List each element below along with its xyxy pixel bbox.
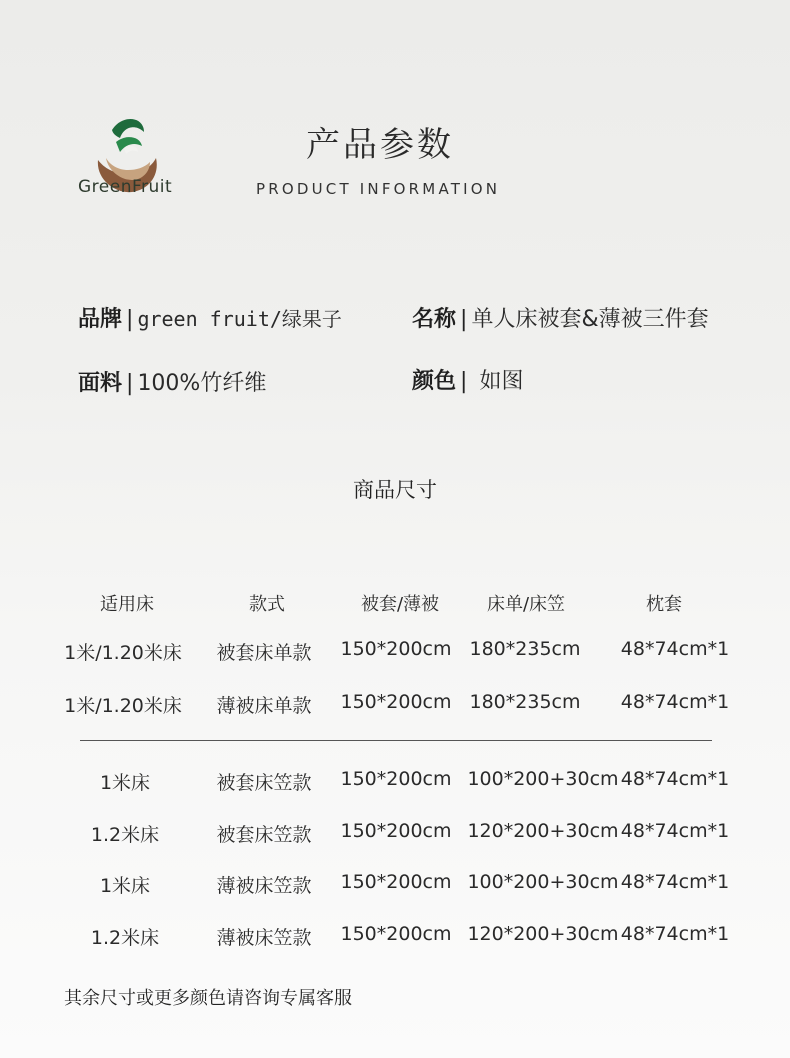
table-cell: 180*235cm: [469, 691, 581, 713]
table-cell: 1.2米床: [90, 824, 160, 846]
info-value: 如图: [479, 369, 524, 394]
table-cell: 被套床笠款: [216, 824, 312, 846]
brand-logo-text: GreenFruit: [78, 177, 173, 197]
table-cell: 48*74cm*1: [620, 691, 730, 713]
table-cell: 被套床单款: [216, 642, 312, 664]
table-cell: 150*200cm: [340, 923, 452, 945]
table-header: 适用床: [100, 594, 154, 615]
table-header: 床单/床笠: [486, 594, 566, 615]
table-cell: 薄被床笠款: [216, 927, 312, 949]
table-cell: 48*74cm*1: [620, 768, 730, 790]
info-separator: |: [126, 371, 134, 396]
footer-note: 其余尺寸或更多颜色请咨询专属客服: [64, 988, 352, 1009]
table-cell: 48*74cm*1: [620, 638, 730, 660]
page-title: 产品参数: [306, 125, 454, 165]
info-key: 品牌: [78, 307, 123, 332]
table-cell: 150*200cm: [340, 871, 452, 893]
info-brand: [78, 302, 342, 333]
info-value: 单人床被套&薄被三件套: [471, 307, 709, 332]
table-cell: 150*200cm: [340, 768, 452, 790]
table-cell: 48*74cm*1: [620, 923, 730, 945]
table-cell: 48*74cm*1: [620, 871, 730, 893]
info-separator: |: [126, 307, 134, 332]
table-cell: 1米床: [99, 772, 151, 794]
table-cell: 120*200+30cm: [467, 820, 619, 842]
table-cell: 1米/1.20米床: [64, 695, 182, 717]
table-cell: 薄被床单款: [216, 695, 312, 717]
info-separator: |: [460, 307, 468, 332]
info-color: [412, 364, 523, 395]
table-cell: 被套床笠款: [216, 772, 312, 794]
table-cell: 1.2米床: [90, 927, 160, 949]
info-key: 颜色: [412, 369, 457, 394]
info-value: green fruit/绿果子: [137, 307, 342, 331]
table-cell: 150*200cm: [340, 691, 452, 713]
info-key: 名称: [412, 307, 457, 332]
table-cell: 180*235cm: [469, 638, 581, 660]
table-cell: 150*200cm: [340, 638, 452, 660]
table-header: 被套/薄被: [360, 594, 440, 615]
table-cell: 薄被床笠款: [216, 875, 312, 897]
table-cell: 150*200cm: [340, 820, 452, 842]
size-section-title: 商品尺寸: [353, 478, 437, 502]
info-fabric: [78, 366, 266, 397]
table-divider: [80, 740, 712, 741]
info-separator: |: [460, 369, 468, 394]
info-value: 100%竹纤维: [137, 371, 267, 396]
table-cell: 1米/1.20米床: [64, 642, 182, 664]
table-cell: 1米床: [99, 875, 151, 897]
info-key: 面料: [78, 371, 123, 396]
table-cell: 100*200+30cm: [467, 768, 619, 790]
table-header: 枕套: [646, 594, 682, 615]
table-cell: 100*200+30cm: [467, 871, 619, 893]
table-cell: 48*74cm*1: [620, 820, 730, 842]
table-header: 款式: [249, 594, 285, 615]
table-cell: 120*200+30cm: [467, 923, 619, 945]
page-subtitle: PRODUCT INFORMATION: [256, 180, 501, 198]
info-name: [412, 302, 709, 333]
